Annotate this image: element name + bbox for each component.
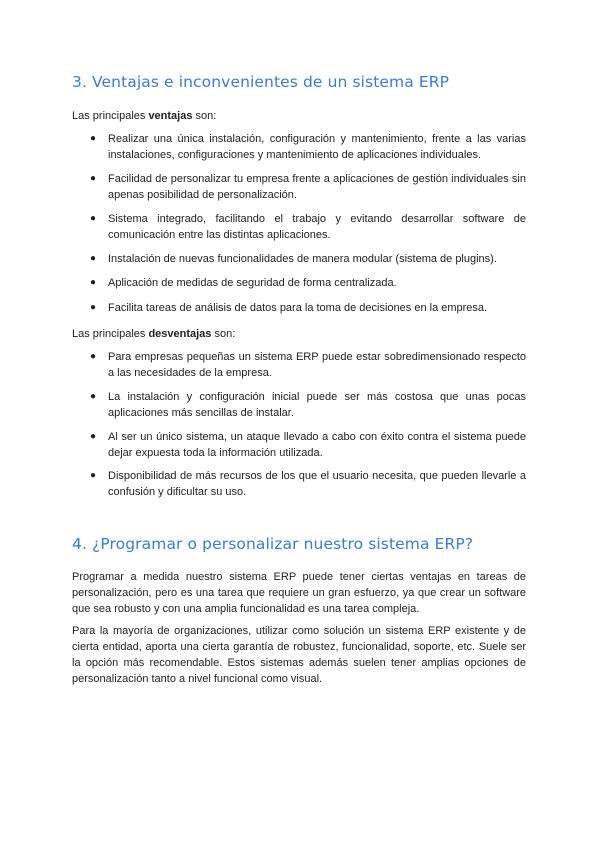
section-4-paragraph-1: Programar a medida nuestro sistema ERP puede tener ciertas ventajas en tareas de personalización, pero es una tarea que requiere un gran esfuerzo, ya que crear un software que sea robusto y con una amplia funcionalidad es una tarea compleja.: [72, 571, 526, 615]
desventaja-text: Disponibilidad de más recursos de los que el usuario necesita, que pueden llevarle a confusión y dificultar su uso.: [108, 470, 526, 498]
ventajas-intro-post: son:: [192, 110, 217, 122]
ventaja-text: Instalación de nuevas funcionalidades de manera modular (sistema de plugins).: [108, 253, 497, 265]
bullet-icon: ●: [90, 470, 97, 481]
section-3-heading: 3. Ventajas e inconvenientes de un sistema ERP: [72, 73, 450, 91]
bullet-icon: ●: [90, 302, 97, 313]
ventajas-intro-pre: Las principales: [72, 110, 149, 122]
ventaja-text: Facilita tareas de análisis de datos para la toma de decisiones en la empresa.: [108, 302, 488, 314]
ventaja-text: Aplicación de medidas de seguridad de forma centralizada.: [108, 277, 397, 289]
desventaja-text: Para empresas pequeñas un sistema ERP puede estar sobredimensionado respecto a las necesidades de la empresa.: [108, 351, 526, 379]
bullet-icon: ●: [90, 213, 97, 224]
ventaja-text: Realizar una única instalación, configuración y mantenimiento, frente a las varias instalaciones, configuraciones y mantenimiento de aplicaciones individuales.: [108, 133, 526, 161]
section-4-paragraph-2: Para la mayoría de organizaciones, utilizar como solución un sistema ERP existente y de cierta entidad, aporta una cierta garantía de robustez, funcionalidad, soporte, etc. Suele ser la opción más recomendable. Estos sistemas además suelen tener amplias opciones de personalización tanto a nivel funcional como visual.: [72, 625, 526, 685]
desventajas-intro-post: son:: [211, 328, 236, 340]
bullet-icon: ●: [90, 277, 97, 288]
bullet-icon: ●: [90, 351, 97, 362]
desventaja-text: La instalación y configuración inicial puede ser más costosa que unas pocas aplicaciones más sencillas de instalar.: [108, 391, 526, 419]
ventajas-intro-bold: ventajas: [148, 110, 193, 122]
bullet-icon: ●: [90, 431, 97, 442]
ventaja-text: Sistema integrado, facilitando el trabajo y evitando desarrollar software de comunicación entre las distintas aplicaciones.: [108, 213, 526, 241]
desventajas-intro-pre: Las principales: [72, 328, 149, 340]
bullet-icon: ●: [90, 133, 97, 144]
desventajas-intro-bold: desventajas: [148, 328, 212, 340]
desventajas-intro: [72, 327, 235, 342]
section-4-heading: 4. ¿Programar o personalizar nuestro sistema ERP?: [72, 535, 474, 553]
bullet-icon: ●: [90, 391, 97, 402]
desventaja-text: Al ser un único sistema, un ataque llevado a cabo con éxito contra el sistema puede dejar expuesta toda la información utilizada.: [108, 431, 526, 459]
bullet-icon: ●: [90, 253, 97, 264]
bullet-icon: ●: [90, 173, 97, 184]
ventajas-intro: [72, 109, 216, 124]
ventaja-text: Facilidad de personalizar tu empresa frente a aplicaciones de gestión individuales sin apenas posibilidad de personalización.: [108, 173, 526, 201]
